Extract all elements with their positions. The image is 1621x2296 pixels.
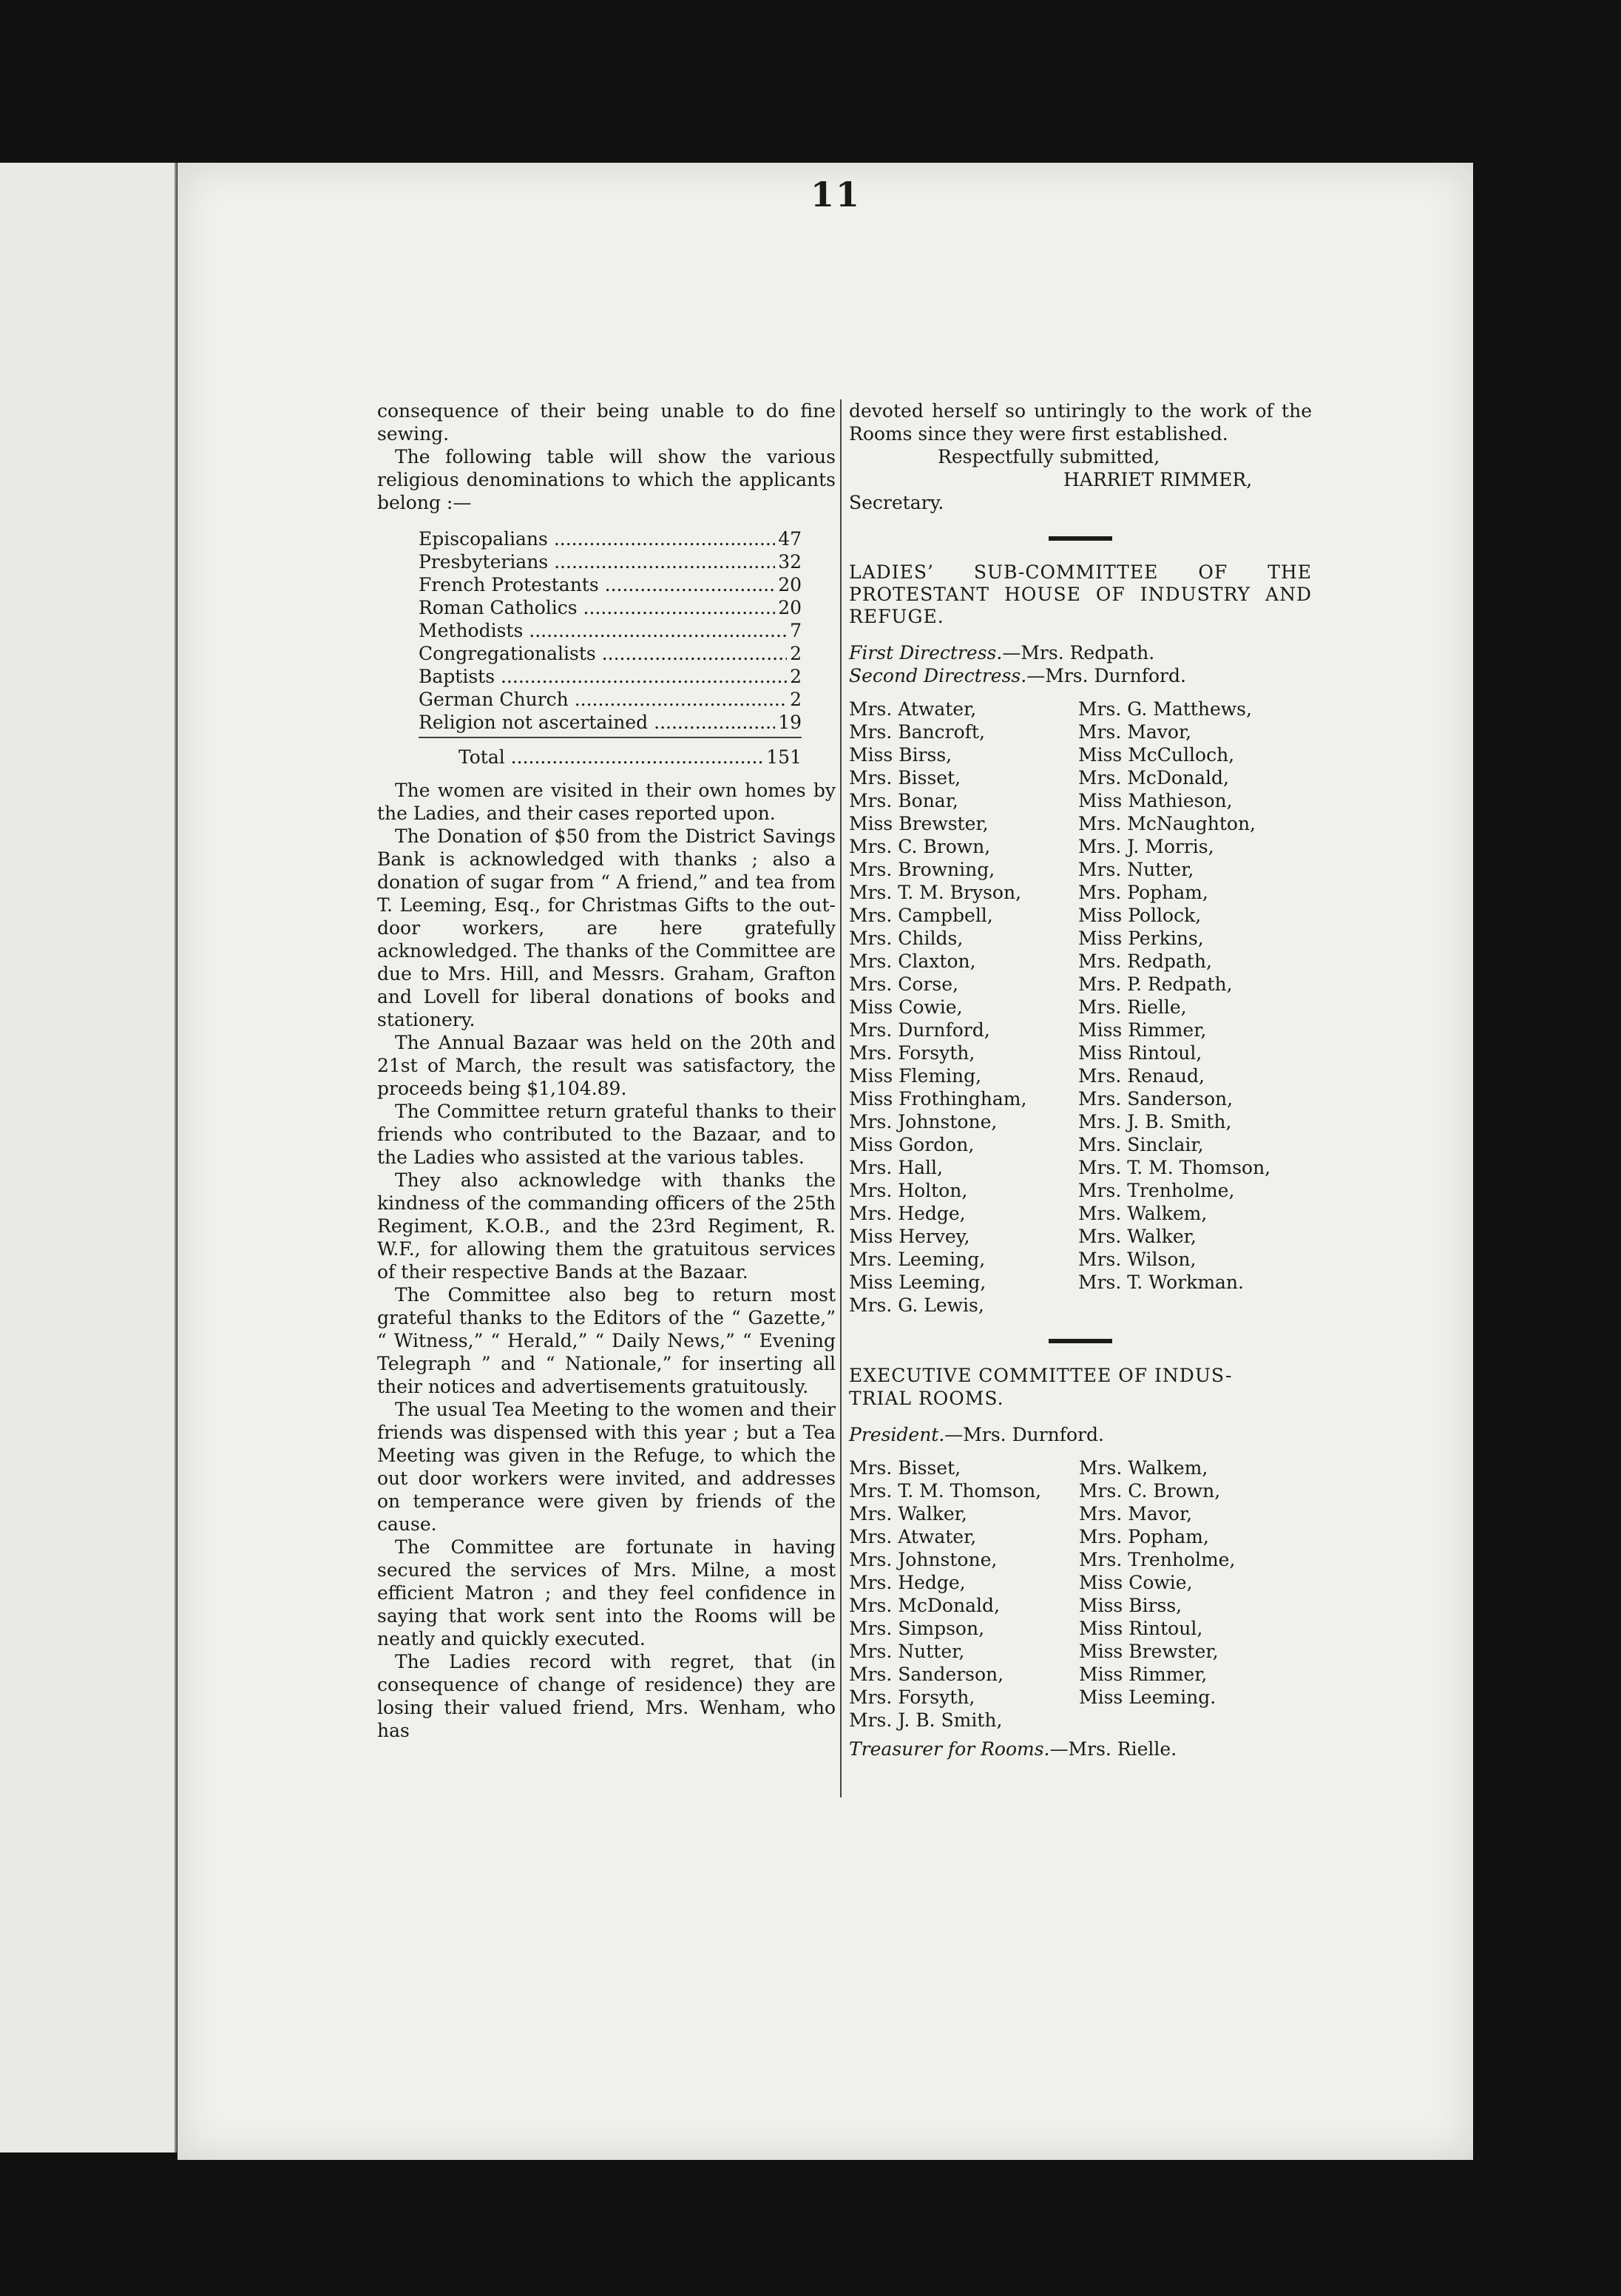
member-name: Mrs. Atwater, <box>849 1526 977 1547</box>
president <box>849 1423 1312 1446</box>
member-name: Miss Rintoul, <box>1079 1618 1203 1639</box>
member-name: Mrs. Walker, <box>849 1503 967 1525</box>
role-name: —Mrs. Rielle. <box>1049 1738 1177 1760</box>
total-row <box>458 746 802 769</box>
member-name: Mrs. Johnstone, <box>849 1111 998 1132</box>
member-name: Miss Cowie, <box>849 996 963 1018</box>
role-label: First Directress. <box>849 642 1003 664</box>
names-column <box>1079 1456 1312 1732</box>
table-row <box>419 711 802 734</box>
section-heading: LADIES’ SUB-COMMITTEE OF THE PROTESTANT HOUSE OF INDUSTRY AND REFUGE. <box>849 561 1312 627</box>
member-name: Mrs. Nutter, <box>1078 859 1194 880</box>
member-name: Miss Rimmer, <box>1078 1019 1207 1041</box>
member-name: Mrs. Mavor, <box>1079 1503 1193 1525</box>
table-row <box>419 619 802 642</box>
paragraph: The Ladies record with regret, that (in consequence of change of residence) they are losing their valued friend, Mrs. Wenham, who has <box>377 1651 836 1741</box>
member-name: Mrs. Leeming, <box>849 1249 986 1270</box>
member-name: Mrs. Browning, <box>849 859 995 880</box>
paragraph: The following table will show the various religious denominations to which the applicants belong :— <box>377 446 836 513</box>
member-name: Mrs. Sinclair, <box>1078 1134 1204 1155</box>
table-row <box>419 688 802 711</box>
row-value: 7 <box>790 620 802 641</box>
member-name: Mrs. Hedge, <box>849 1572 966 1593</box>
member-name: Mrs. Claxton, <box>849 951 976 972</box>
row-label: German Church ..... <box>419 688 787 711</box>
member-name: Miss Gordon, <box>849 1134 975 1155</box>
member-name: Miss Fleming, <box>849 1065 982 1087</box>
first-directress <box>849 641 1312 664</box>
member-name: Mrs. Forsyth, <box>849 1042 975 1064</box>
member-name: Mrs. Walker, <box>1078 1226 1197 1247</box>
member-name: Mrs. Sanderson, <box>849 1664 1004 1685</box>
member-name: Mrs. Trenholme, <box>1079 1549 1236 1570</box>
total-label: Total ..... <box>458 746 763 769</box>
member-name: Mrs. Corse, <box>849 973 958 995</box>
member-name: Mrs. Bisset, <box>849 767 961 789</box>
member-name: Mrs. C. Brown, <box>1079 1480 1221 1502</box>
member-name: Miss Birss, <box>849 744 952 766</box>
row-value: 20 <box>778 597 802 618</box>
member-name: Mrs. Nutter, <box>849 1641 965 1662</box>
member-name: Mrs. Redpath, <box>1078 951 1212 972</box>
paragraph: consequence of their being unable to do fine sewing. <box>377 400 836 445</box>
member-name: Miss Pollock, <box>1078 905 1202 926</box>
member-name: Mrs. Rielle, <box>1078 996 1187 1018</box>
table-row <box>419 573 802 596</box>
row-label: Episcopalians ..... <box>419 527 775 550</box>
member-name: Mrs. T. M. Bryson, <box>849 882 1022 903</box>
sub-committee-names <box>849 698 1312 1317</box>
member-name: Mrs. J. Morris, <box>1078 836 1214 857</box>
role-name: —Mrs. Redpath. <box>1002 642 1155 664</box>
paragraph: The Committee are fortunate in having secured the services of Mrs. Milne, a most efficient Matron ; and they feel confidence in saying that work sent into the Rooms will be neatly and quickly executed. <box>377 1536 836 1650</box>
row-label: Congregationalists ..... <box>419 642 787 665</box>
member-name: Miss Frothingham, <box>849 1088 1027 1110</box>
member-name: Mrs. P. Redpath, <box>1078 973 1233 995</box>
member-name: Miss Rimmer, <box>1079 1664 1208 1685</box>
member-name: Miss Leeming, <box>849 1272 987 1293</box>
member-name: Mrs. Campbell, <box>849 905 993 926</box>
total-rule <box>419 737 802 738</box>
table-row <box>419 665 802 688</box>
member-name: Mrs. Childs, <box>849 928 964 949</box>
signatory: HARRIET RIMMER, <box>1063 469 1253 490</box>
paragraph: The Donation of $50 from the District Savings Bank is acknowledged with thanks ; also a donation of sugar from “ A friend,” and tea from T. Leeming, Esq., for Christmas Gifts to the out-door workers, are here gratefully acknowledged. The thanks of the Committee are due to Mrs. Hill, and Messrs. Graham, Grafton and Lovell for liberal donations of books and stationery. <box>377 825 836 1030</box>
member-name: Miss Brewster, <box>1079 1641 1219 1662</box>
table-row <box>419 550 802 573</box>
member-name: Miss Perkins, <box>1078 928 1204 949</box>
row-label: Presbyterians ..... <box>419 550 775 573</box>
member-name: Mrs. Mavor, <box>1078 721 1192 743</box>
names-column <box>849 698 1078 1317</box>
member-name: Mrs. Forsyth, <box>849 1686 975 1708</box>
row-value: 19 <box>778 712 802 733</box>
member-name: Mrs. Atwater, <box>849 698 977 720</box>
role-label: President. <box>849 1424 945 1445</box>
paragraph: devoted herself so untiringly to the work of the Rooms since they were first established. <box>849 400 1312 445</box>
member-name: Miss Hervey, <box>849 1226 970 1247</box>
paragraph: The usual Tea Meeting to the women and their friends was dispensed with this year ; but a Tea Meeting was given in the Refuge, to which the out door workers were invited, and addresses on temperance were given by friends of the cause. <box>377 1399 836 1535</box>
member-name: Miss Mathieson, <box>1078 790 1233 811</box>
row-value: 20 <box>778 574 802 595</box>
member-name: Mrs. G. Lewis, <box>849 1294 984 1316</box>
names-column <box>849 1456 1079 1732</box>
paragraph: They also acknowledge with thanks the kindness of the commanding officers of the 25th Regiment, K.O.B., and the 23rd Regiment, R. W.F., for allowing them the gratuitous services of their respective Bands at the Bazaar. <box>377 1169 836 1283</box>
names-column <box>1078 698 1312 1317</box>
member-name: Mrs. McDonald, <box>1078 767 1229 789</box>
signatory-title: Secretary. <box>849 492 944 513</box>
role-name: —Mrs. Durnford. <box>1026 665 1186 686</box>
right-column <box>849 399 1312 1760</box>
member-name: Miss Brewster, <box>849 813 989 834</box>
section-rule <box>1049 536 1112 541</box>
paragraph: The Annual Bazaar was held on the 20th and 21st of March, the result was satisfactory, the proceeds being $1,104.89. <box>377 1032 836 1099</box>
page-number: 11 <box>810 175 861 215</box>
table-row <box>419 596 802 619</box>
member-name: Mrs. Durnford, <box>849 1019 990 1041</box>
role-name: —Mrs. Durnford. <box>944 1424 1104 1445</box>
executive-names <box>849 1456 1312 1732</box>
row-value: 32 <box>778 551 802 573</box>
member-name: Mrs. Sanderson, <box>1078 1088 1233 1110</box>
role-label: Treasurer for Rooms. <box>849 1738 1050 1760</box>
member-name: Mrs. T. Workman. <box>1078 1272 1244 1293</box>
facing-page-edge <box>0 163 177 2152</box>
member-name: Mrs. C. Brown, <box>849 836 991 857</box>
member-name: Mrs. Walkem, <box>1079 1457 1208 1479</box>
member-name: Mrs. G. Matthews, <box>1078 698 1252 720</box>
member-name: Mrs. Bisset, <box>849 1457 961 1479</box>
member-name: Mrs. T. M. Thomson, <box>1078 1157 1271 1178</box>
row-value: 2 <box>790 643 802 664</box>
member-name: Mrs. J. B. Smith, <box>849 1709 1003 1731</box>
row-label: Roman Catholics ..... <box>419 596 775 619</box>
member-name: Mrs. Trenholme, <box>1078 1180 1235 1201</box>
member-name: Mrs. Renaud, <box>1078 1065 1205 1087</box>
member-name: Mrs. McDonald, <box>849 1595 1000 1616</box>
member-name: Mrs. Wilson, <box>1078 1249 1197 1270</box>
paragraph: The women are visited in their own homes by the Ladies, and their cases reported upon. <box>377 780 836 824</box>
member-name: Miss Rintoul, <box>1078 1042 1202 1064</box>
row-label: Religion not ascertained ..... <box>419 711 775 734</box>
member-name: Mrs. McNaughton, <box>1078 813 1256 834</box>
paragraph: The Committee also beg to return most grateful thanks to the Editors of the “ Gazette,” “ Witness,” “ Herald,” “ Daily News,” “ Evening Telegraph ” and “ Nationale,” for inserting all their notices and advertisements gratuitously. <box>377 1284 836 1397</box>
section-heading: EXECUTIVE COMMITTEE OF INDUS- <box>849 1365 1233 1386</box>
section-rule <box>1049 1339 1112 1343</box>
row-value: 2 <box>790 689 802 710</box>
row-label: Baptists ..... <box>419 665 787 688</box>
member-name: Miss McCulloch, <box>1078 744 1235 766</box>
section-heading: TRIAL ROOMS. <box>849 1388 1004 1409</box>
closing: Respectfully submitted, <box>938 446 1160 467</box>
row-label: French Protestants ..... <box>419 573 775 596</box>
member-name: Mrs. Hall, <box>849 1157 943 1178</box>
row-value: 2 <box>790 666 802 687</box>
member-name: Mrs. Popham, <box>1078 882 1208 903</box>
member-name: Mrs. Johnstone, <box>849 1549 998 1570</box>
role-label: Second Directress. <box>849 665 1027 686</box>
member-name: Mrs. Walkem, <box>1078 1203 1208 1224</box>
column-divider <box>840 399 842 1797</box>
denominations-table <box>419 527 802 738</box>
member-name: Mrs. Holton, <box>849 1180 968 1201</box>
table-row <box>419 642 802 665</box>
second-directress <box>849 664 1312 687</box>
treasurer <box>849 1738 1312 1760</box>
member-name: Mrs. T. M. Thomson, <box>849 1480 1042 1502</box>
member-name: Mrs. Bancroft, <box>849 721 985 743</box>
table-row <box>419 527 802 550</box>
member-name: Miss Leeming. <box>1079 1686 1216 1708</box>
row-value: 47 <box>778 528 802 550</box>
member-name: Mrs. Popham, <box>1079 1526 1209 1547</box>
member-name: Mrs. Simpson, <box>849 1618 985 1639</box>
row-label: Methodists ..... <box>419 619 787 642</box>
member-name: Mrs. J. B. Smith, <box>1078 1111 1232 1132</box>
member-name: Miss Cowie, <box>1079 1572 1193 1593</box>
member-name: Mrs. Hedge, <box>849 1203 966 1224</box>
total-value: 151 <box>766 746 802 768</box>
member-name: Miss Birss, <box>1079 1595 1182 1616</box>
paragraph: The Committee return grateful thanks to their friends who contributed to the Bazaar, and to the Ladies who assisted at the various tables. <box>377 1101 836 1168</box>
member-name: Mrs. Bonar, <box>849 790 958 811</box>
left-column <box>377 399 836 1742</box>
